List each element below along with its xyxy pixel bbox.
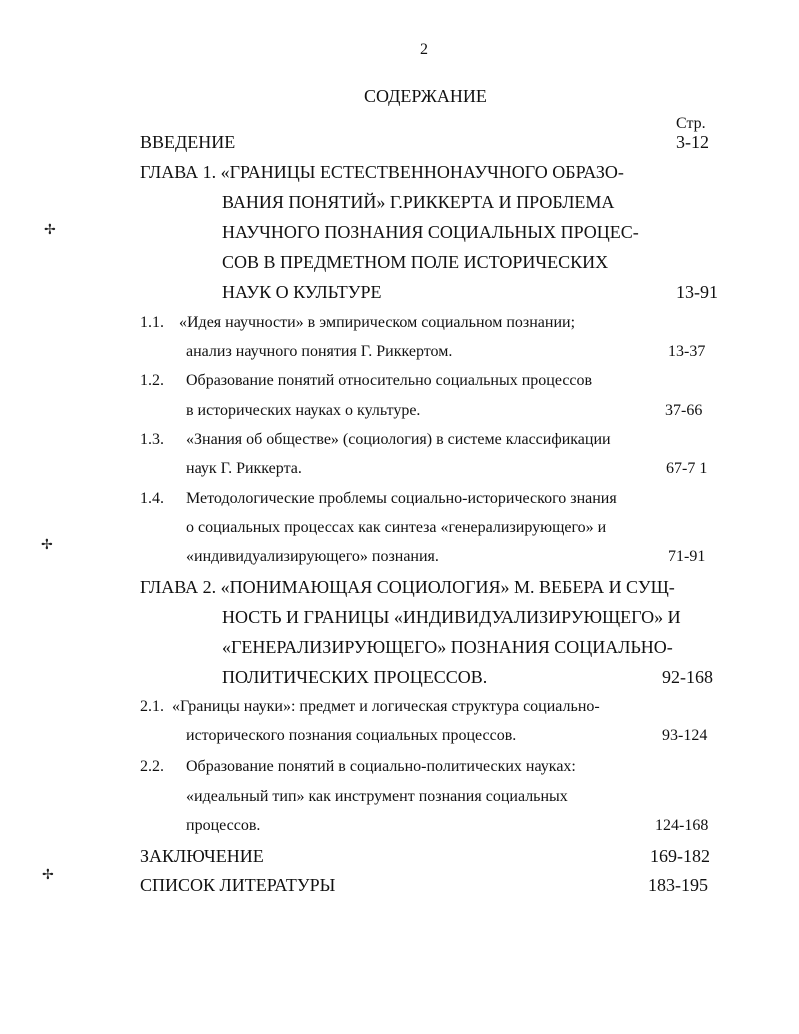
toc-section-number: 2.1. xyxy=(140,698,164,715)
toc-section-2-2-line[interactable]: «идеальный тип» как инструмент познания социальных xyxy=(186,788,568,805)
toc-section-2-1-line[interactable]: «Границы науки»: предмет и логическая структура социально- xyxy=(172,698,600,715)
toc-section-1-1-line[interactable]: анализ научного понятия Г. Риккертом. xyxy=(186,343,453,360)
toc-chapter2-line[interactable]: ПОЛИТИЧЕСКИХ ПРОЦЕССОВ. xyxy=(222,667,488,687)
toc-section-1-4-line[interactable]: «индивидуализирующего» познания. xyxy=(186,548,439,565)
scan-mark-icon: ✢ xyxy=(42,868,54,883)
toc-section-1-3-line[interactable]: «Знания об обществе» (социология) в системе классификации xyxy=(186,431,611,448)
toc-section-number: 1.4. xyxy=(140,490,164,507)
toc-section-2-2-line[interactable]: Образование понятий в социально-политических науках: xyxy=(186,758,576,775)
toc-section-1-3-line[interactable]: наук Г. Риккерта. xyxy=(186,460,302,477)
toc-intro-label[interactable]: ВВЕДЕНИЕ xyxy=(140,132,236,152)
toc-chapter1-line[interactable]: ВАНИЯ ПОНЯТИЙ» Г.РИККЕРТА И ПРОБЛЕМА xyxy=(222,192,615,212)
toc-section-2-1-line[interactable]: исторического познания социальных процессов. xyxy=(186,727,517,744)
toc-section-1-1-line[interactable]: «Идея научности» в эмпирическом социальном познании; xyxy=(179,314,576,331)
toc-section-number: 1.2. xyxy=(140,372,164,389)
toc-section-2-2-line[interactable]: процессов. xyxy=(186,817,261,834)
toc-conclusion-pages: 169-182 xyxy=(650,846,710,866)
toc-intro-pages: 3-12 xyxy=(676,132,709,152)
toc-section-1-4-line[interactable]: о социальных процессах как синтеза «генерализирующего» и xyxy=(186,519,607,536)
toc-chapter1-pages: 13-91 xyxy=(676,282,718,302)
toc-chapter1-line[interactable]: НАУК О КУЛЬТУРЕ xyxy=(222,282,382,302)
toc-section-number: 2.2. xyxy=(140,758,164,775)
toc-section-1-2-line[interactable]: в исторических науках о культуре. xyxy=(186,402,421,419)
toc-section-1-3-pages: 67-7 1 xyxy=(666,460,708,477)
toc-section-1-1-pages: 13-37 xyxy=(668,343,706,360)
column-header-pages: Стр. xyxy=(676,115,706,132)
toc-section-1-2-pages: 37-66 xyxy=(665,402,703,419)
toc-chapter2-line[interactable]: НОСТЬ И ГРАНИЦЫ «ИНДИВИДУАЛИЗИРУЮЩЕГО» И xyxy=(222,607,681,627)
toc-section-1-4-line[interactable]: Методологические проблемы социально-исторического знания xyxy=(186,490,617,507)
toc-section-number: 1.3. xyxy=(140,431,164,448)
toc-bibliography-label[interactable]: СПИСОК ЛИТЕРАТУРЫ xyxy=(140,875,336,895)
toc-chapter2-line[interactable]: «ГЕНЕРАЛИЗИРУЮЩЕГО» ПОЗНАНИЯ СОЦИАЛЬНО- xyxy=(222,637,673,657)
toc-chapter1-line[interactable]: ГЛАВА 1. «ГРАНИЦЫ ЕСТЕСТВЕННОНАУЧНОГО ОБРАЗО- xyxy=(140,162,624,182)
toc-section-2-1-pages: 93-124 xyxy=(662,727,708,744)
toc-section-1-4-pages: 71-91 xyxy=(668,548,706,565)
page-number: 2 xyxy=(420,41,428,58)
scan-mark-icon: ✢ xyxy=(44,223,56,238)
toc-chapter1-line[interactable]: СОВ В ПРЕДМЕТНОМ ПОЛЕ ИСТОРИЧЕСКИХ xyxy=(222,252,609,272)
toc-bibliography-pages: 183-195 xyxy=(648,875,708,895)
toc-conclusion-label[interactable]: ЗАКЛЮЧЕНИЕ xyxy=(140,846,264,866)
toc-section-2-2-pages: 124-168 xyxy=(655,817,709,834)
toc-section-number: 1.1. xyxy=(140,314,164,331)
toc-chapter1-line[interactable]: НАУЧНОГО ПОЗНАНИЯ СОЦИАЛЬНЫХ ПРОЦЕС- xyxy=(222,222,639,242)
toc-chapter2-line[interactable]: ГЛАВА 2. «ПОНИМАЮЩАЯ СОЦИОЛОГИЯ» М. ВЕБЕРА И СУЩ- xyxy=(140,577,675,597)
page-title: СОДЕРЖАНИЕ xyxy=(364,86,487,106)
toc-section-1-2-line[interactable]: Образование понятий относительно социальных процессов xyxy=(186,372,593,389)
scan-mark-icon: ✢ xyxy=(41,538,53,553)
toc-chapter2-pages: 92-168 xyxy=(662,667,713,687)
